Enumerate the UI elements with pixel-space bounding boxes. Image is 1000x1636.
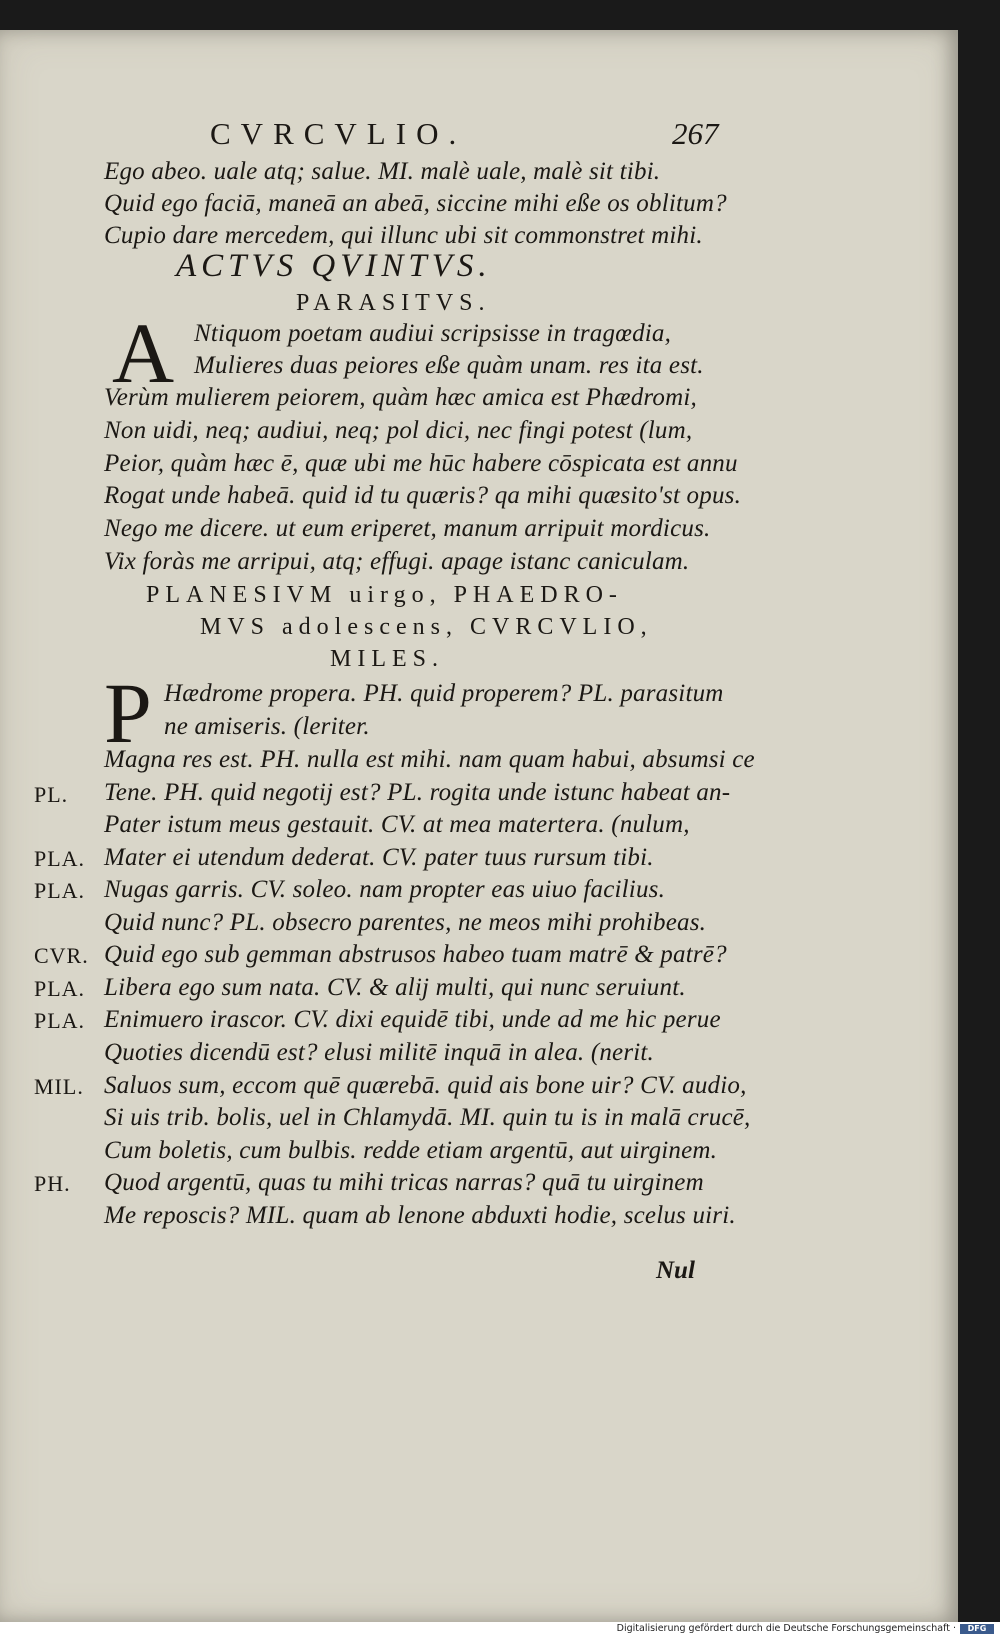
text-line: Ego abeo. uale atq; salue. MI. malè uale, malè sit tibi. — [104, 158, 661, 185]
text-line: Quod argentū, quas tu mihi tricas narras? quā tu uirginem — [104, 1169, 704, 1196]
digitization-footer — [0, 1622, 1000, 1636]
text-line: Cupio dare mercedem, qui illunc ubi sit commonstret mihi. — [104, 222, 703, 249]
running-title: CVRCVLIO. — [210, 116, 467, 151]
book-page — [0, 30, 958, 1622]
text-line: Pater istum meus gestauit. CV. at mea matertera. (nulum, — [104, 811, 690, 838]
speaker-label: PLA. — [34, 1008, 86, 1033]
text-line: Mulieres duas peiores eße quàm unam. res ita est. — [194, 352, 704, 379]
text-line: Quid ego faciā, maneā an abeā, siccine mihi eße os oblitum? — [104, 190, 727, 217]
drop-capital: P — [104, 665, 152, 761]
text-line: Quoties dicendū est? elusi militē inquā in alea. (nerit. — [104, 1039, 655, 1066]
text-line: Nego me dicere. ut eum eriperet, manum arripuit mordicus. — [104, 515, 711, 542]
text-line: ne amiseris. (leriter. — [164, 713, 370, 740]
drop-capital: A — [112, 305, 175, 401]
page-number: 267 — [672, 116, 719, 151]
text-line: Nugas garris. CV. soleo. nam propter eas uiuo facilius. — [104, 876, 666, 903]
speaker-label: PLA. — [34, 976, 86, 1001]
text-line: Quid nunc? PL. obsecro parentes, ne meos mihi prohibeas. — [104, 909, 707, 936]
text-line: Magna res est. PH. nulla est mihi. nam quam habui, absumsi ce — [104, 746, 755, 773]
speaker-label: PLA. — [34, 878, 86, 903]
scene-heading: PLANESIVM uirgo, PHAEDRO- — [146, 582, 623, 608]
text-line: Ntiquom poetam audiui scripsisse in tragœdia, — [194, 320, 672, 347]
text-line: Hædrome propera. PH. quid properem? PL. parasitum — [164, 680, 724, 707]
text-line: Mater ei utendum dederat. CV. pater tuus rursum tibi. — [104, 844, 654, 871]
text-line: Cum boletis, cum bulbis. redde etiam argentū, aut uirginem. — [104, 1137, 718, 1164]
text-line: Non uidi, neq; audiui, neq; pol dici, nec fingi potest (lum, — [104, 417, 693, 444]
text-line: Tene. PH. quid negotij est? PL. rogita unde istunc habeat an- — [104, 779, 731, 806]
act-heading: ACTVS QVINTVS. — [176, 248, 492, 284]
text-line: Saluos sum, eccom quē quærebā. quid ais bone uir? CV. audio, — [104, 1072, 747, 1099]
speaker-label: PLA. — [34, 846, 86, 871]
speaker-label: MIL. — [34, 1074, 84, 1099]
scene-heading: MILES. — [330, 646, 444, 672]
text-line: Quid ego sub gemman abstrusos habeo tuam matrē & patrē? — [104, 941, 727, 968]
speaker-label: CVR. — [34, 943, 89, 968]
text-line: Rogat unde habeā. quid id tu quæris? qa mihi quæsito'st opus. — [104, 482, 742, 509]
dfg-logo-icon: DFG — [960, 1624, 994, 1634]
text-line: Enimuero irascor. CV. dixi equidē tibi, unde ad me hic perue — [104, 1006, 721, 1033]
speaker-label: PH. — [34, 1171, 71, 1196]
text-line: Verùm mulierem peiorem, quàm hæc amica est Phædromi, — [104, 384, 697, 411]
text-line: Libera ego sum nata. CV. & alij multi, qui nunc seruiunt. — [104, 974, 686, 1001]
catchword: Nul — [656, 1257, 695, 1284]
scene-heading: MVS adolescens, CVRCVLIO, — [200, 614, 653, 640]
speaker-label: PL. — [34, 782, 69, 807]
text-line: Vix foràs me arripui, atq; effugi. apage istanc caniculam. — [104, 548, 690, 575]
text-line: Peior, quàm hæc ē, quæ ubi me hūc habere cōspicata est annu — [104, 450, 738, 477]
text-line: Me reposcis? MIL. quam ab lenone abduxti hodie, scelus uiri. — [104, 1202, 736, 1229]
scene-heading: PARASITVS. — [296, 290, 491, 316]
text-line: Si uis trib. bolis, uel in Chlamydā. MI. quin tu is in malā crucē, — [104, 1104, 751, 1131]
footer-credit: Digitalisierung gefördert durch die Deutsche Forschungsgemeinschaft · — [616, 1623, 956, 1634]
